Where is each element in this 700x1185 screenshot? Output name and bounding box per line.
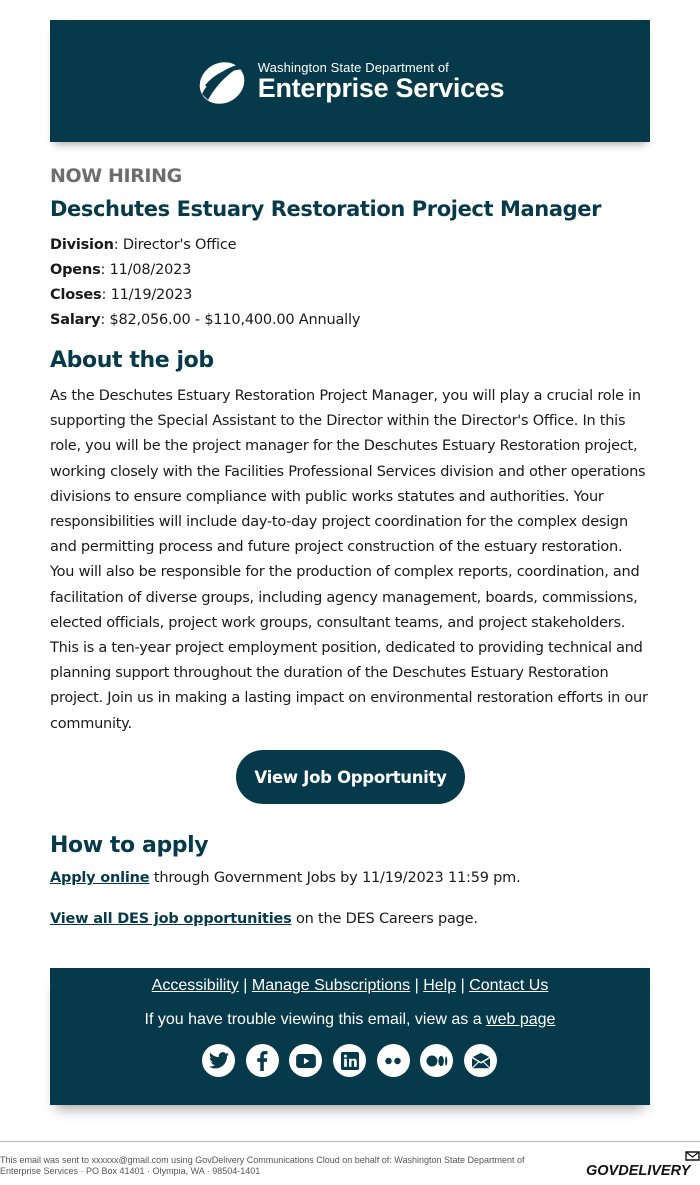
manage-subscriptions-link[interactable]: Manage Subscriptions	[251, 977, 411, 994]
apply-online-line	[50, 870, 521, 886]
email-icon[interactable]	[464, 1044, 497, 1077]
contact-us-link[interactable]: Contact Us	[469, 977, 549, 994]
header-banner	[50, 20, 650, 142]
salary-label: Salary	[50, 312, 101, 328]
footer-note-text: If you have trouble viewing this email, view as a	[144, 1011, 487, 1028]
web-page-link[interactable]: web page	[486, 1011, 556, 1028]
linkedin-icon[interactable]	[333, 1044, 366, 1077]
email-container	[50, 20, 650, 142]
des-logo[interactable]	[196, 56, 504, 106]
facebook-icon[interactable]	[246, 1044, 279, 1077]
opens-row	[50, 258, 360, 283]
fine-print	[0, 1155, 590, 1177]
job-title: Deschutes Estuary Restoration Project Manager	[50, 197, 602, 221]
division-row	[50, 233, 360, 258]
division-label: Division	[50, 237, 114, 253]
flickr-icon[interactable]	[377, 1044, 410, 1077]
youtube-icon[interactable]	[289, 1044, 322, 1077]
now-hiring-label: NOW HIRING	[50, 165, 182, 187]
govdelivery-envelope-icon	[585, 1150, 700, 1180]
about-body: As the Deschutes Estuary Restoration Project Manager, you will play a crucial role in supporting the Special Assistant to the Director within the Director's Office. In this role, you will be the project manager for the Deschutes Estuary Restoration project, working closely with the Facilities Professional Services division and other operations divisions to ensure compliance with public works statutes and authorities. Your responsibilities will include day-to-day project coordination for the complex design and permitting process and future project construction of the estuary restoration. You will also be responsible for the production of complex reports, coordination, and facilitation of diverse groups, including agency management, boards, commissions, elected officials, project work groups, consultant teams, and project stakeholders. This is a ten-year project employment position, dedicated to providing technical and planning support throughout the duration of the Deschutes Estuary Restoration project. Join us in making a lasting impact on environmental restoration efforts in our community.	[50, 388, 648, 732]
footer-sep: |	[410, 977, 424, 994]
about-heading: About the job	[50, 348, 214, 373]
footer	[50, 968, 650, 1105]
medium-icon[interactable]	[420, 1044, 453, 1077]
logo-org-line2: Enterprise Services	[257, 73, 505, 103]
govdelivery-wordmark: GOVDELIVERY	[586, 1163, 691, 1179]
division-value: : Director's Office	[113, 237, 237, 253]
view-all-jobs-link[interactable]: View all DES job opportunities	[50, 911, 292, 927]
logo-org-line1: Washington State Department of	[257, 60, 449, 75]
help-link[interactable]: Help	[423, 977, 457, 994]
view-all-text: on the DES Careers page.	[291, 911, 478, 927]
apply-online-text: through Government Jobs by 11/19/2023 11:59 pm.	[149, 870, 521, 886]
footer-links	[50, 977, 650, 995]
closes-label: Closes	[50, 287, 102, 303]
closes-row	[50, 283, 360, 308]
fine-print-line2: Enterprise Services · PO Box 41401 · Olympia, WA · 98504-1401	[0, 1166, 261, 1176]
fine-print-line1: This email was sent to xxxxxx@gmail.com using GovDelivery Communications Cloud on behalf of: Washington State Department of	[0, 1155, 525, 1165]
footer-sep: |	[238, 977, 252, 994]
footer-sep: |	[456, 977, 470, 994]
accessibility-link[interactable]: Accessibility	[151, 977, 239, 994]
twitter-icon[interactable]	[202, 1044, 235, 1077]
closes-value: : 11/19/2023	[101, 287, 193, 303]
social-icons	[202, 1044, 508, 1077]
fine-print-divider	[0, 1141, 700, 1142]
salary-value: : $82,056.00 - $110,400.00 Annually	[100, 312, 361, 328]
job-meta	[50, 233, 360, 333]
govdelivery-logo[interactable]	[585, 1150, 700, 1180]
opens-value: : 11/08/2023	[100, 262, 192, 278]
footer-note	[50, 1011, 650, 1029]
opens-label: Opens	[50, 262, 101, 278]
des-swoosh-icon	[196, 56, 252, 106]
salary-row	[50, 308, 360, 333]
view-job-button[interactable]: View Job Opportunity	[236, 750, 465, 804]
apply-heading: How to apply	[50, 833, 209, 858]
apply-online-link[interactable]: Apply online	[50, 870, 150, 886]
view-all-line	[50, 911, 478, 927]
